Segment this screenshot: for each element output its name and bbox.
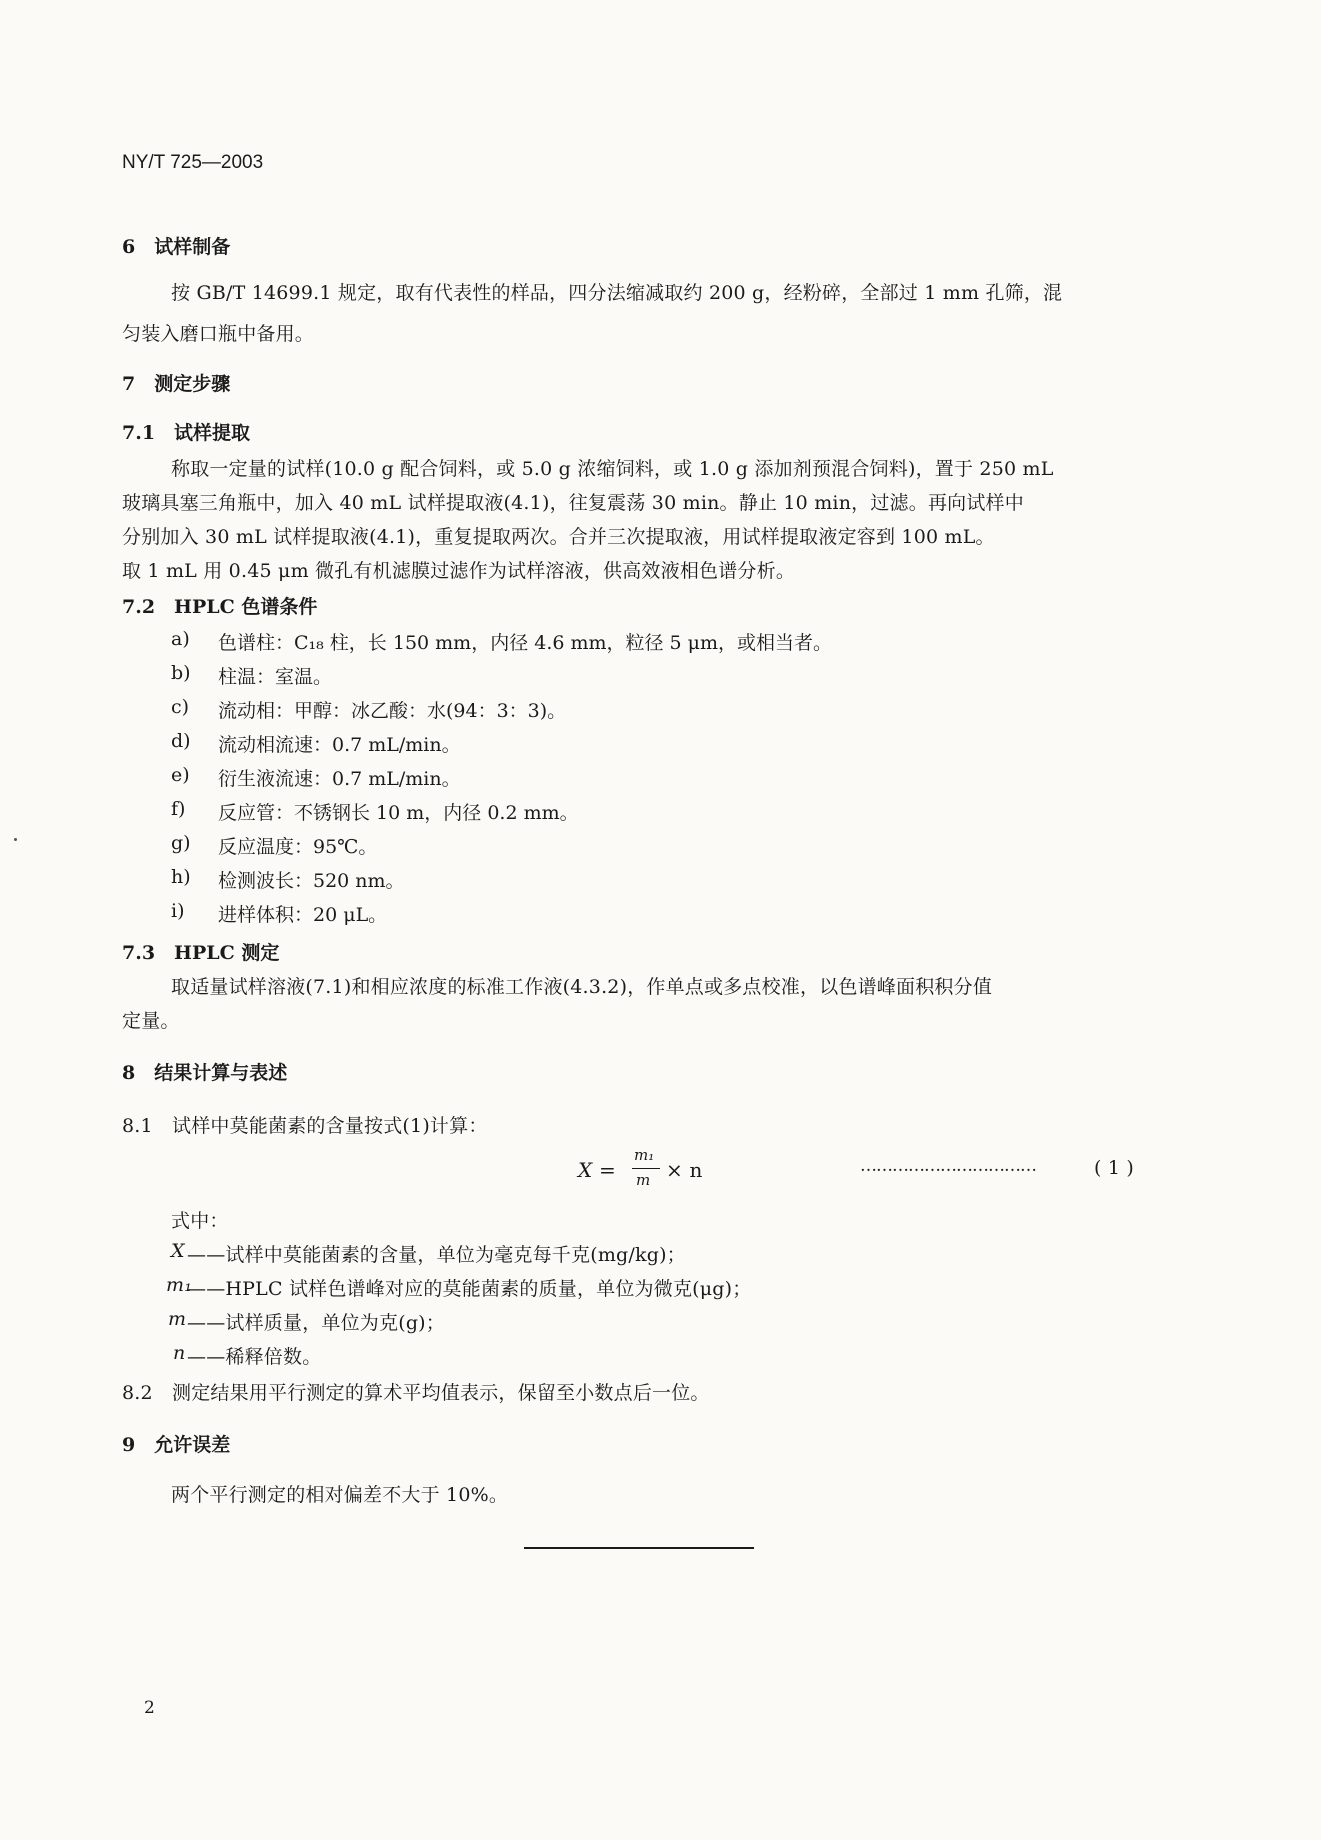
list-item-text: 柱温：室温。 [218,666,333,688]
list-item-text: 反应温度：95℃。 [218,836,378,858]
var-symbol: n [173,1342,186,1364]
fraction-bar [632,1168,660,1169]
var-description: ——HPLC 试样色谱峰对应的莫能菌素的质量，单位为微克(μg)； [187,1278,752,1300]
where-label: 式中： [171,1210,229,1232]
section-7-3-line2: 定量。 [122,1010,180,1032]
formula-rhs: × n [666,1158,703,1182]
list-item-mark: g) [171,832,191,854]
list-item-text: 反应管：不锈钢长 10 m，内径 0.2 mm。 [218,802,579,824]
section-7-1-line3: 分别加入 30 mL 试样提取液(4.1)，重复提取两次。合并三次提取液，用试样提取液定容到 100 mL。 [122,526,995,548]
formula-lhs: X = [578,1158,616,1182]
section-7-3-heading: 7.3 HPLC 测定 [122,942,280,964]
list-item-text: 检测波长：520 nm。 [218,870,405,892]
formula-denominator: m [636,1171,651,1189]
list-item-mark: a) [171,628,190,650]
end-rule [524,1547,754,1549]
section-7-1-line1: 称取一定量的试样(10.0 g 配合饲料，或 5.0 g 浓缩饲料，或 1.0 g 添加剂预混合饲料)，置于 250 mL [171,458,1054,480]
section-6-para-line2: 匀装入磨口瓶中备用。 [122,323,315,345]
list-item-mark: c) [171,696,190,718]
list-item-mark: i) [171,900,185,922]
formula-number: ( 1 ) [1094,1157,1134,1179]
section-7-1-line2: 玻璃具塞三角瓶中，加入 40 mL 试样提取液(4.1)，往复震荡 30 min。静止 10 min，过滤。再向试样中 [122,492,1024,514]
section-8-2: 8.2 测定结果用平行测定的算术平均值表示，保留至小数点后一位。 [122,1382,710,1404]
var-symbol: m [168,1308,187,1330]
section-6-para-line1: 按 GB/T 14699.1 规定，取有代表性的样品，四分法缩减取约 200 g，经粉碎，全部过 1 mm 孔筛，混 [171,282,1063,304]
var-description: ——试样质量，单位为克(g)； [187,1312,445,1334]
section-7-3-line1: 取适量试样溶液(7.1)和相应浓度的标准工作液(4.3.2)，作单点或多点校准，以色谱峰面积积分值 [171,976,993,998]
list-item-mark: d) [171,730,191,752]
section-8-1-heading: 8.1 试样中莫能菌素的含量按式(1)计算： [122,1115,488,1137]
formula-numerator: m₁ [634,1146,655,1164]
section-7-1-line4: 取 1 mL 用 0.45 μm 微孔有机滤膜过滤作为试样溶液，供高效液相色谱分析。 [122,560,796,582]
section-7-1-heading: 7.1 试样提取 [122,422,251,444]
section-6-heading: 6 试样制备 [122,236,231,258]
doc-number: NY/T 725—2003 [122,152,264,173]
formula-leader-dots: …………………………… [860,1156,1036,1176]
section-9-heading: 9 允许误差 [122,1434,231,1456]
section-7-heading: 7 测定步骤 [122,373,231,395]
list-item-mark: h) [171,866,191,888]
list-item-text: 进样体积：20 μL。 [218,904,388,926]
section-7-2-heading: 7.2 HPLC 色谱条件 [122,596,318,618]
var-description: ——试样中莫能菌素的含量，单位为毫克每千克(mg/kg)； [187,1244,686,1266]
list-item-mark: f) [171,798,186,820]
list-item-text: 流动相流速：0.7 mL/min。 [218,734,461,756]
scan-speck [14,838,17,841]
section-9-text: 两个平行测定的相对偏差不大于 10%。 [171,1484,509,1506]
page-number: 2 [144,1698,156,1718]
section-8-heading: 8 结果计算与表述 [122,1062,288,1084]
list-item-text: 流动相：甲醇：冰乙酸：水(94：3：3)。 [218,700,567,722]
var-symbol: X [171,1240,185,1262]
list-item-mark: b) [171,662,191,684]
list-item-text: 色谱柱：C₁₈ 柱，长 150 mm，内径 4.6 mm，粒径 5 μm，或相当者。 [218,632,833,654]
var-symbol: m₁ [166,1274,193,1296]
list-item-mark: e) [171,764,190,786]
list-item-text: 衍生液流速：0.7 mL/min。 [218,768,461,790]
var-description: ——稀释倍数。 [187,1346,322,1368]
